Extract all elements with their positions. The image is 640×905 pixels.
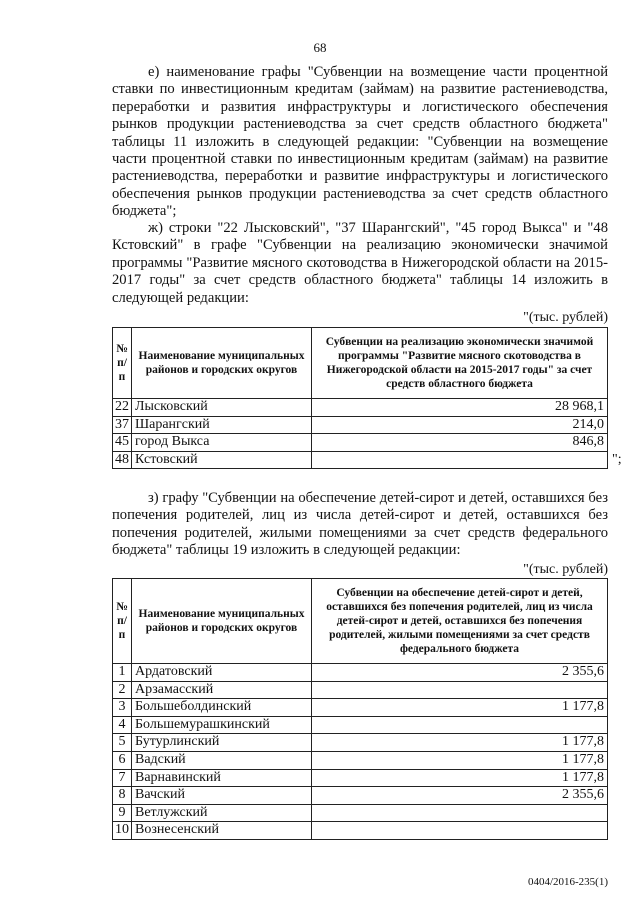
table-row [113, 434, 608, 452]
table-row [113, 822, 608, 840]
table14-closing-quote: "; [612, 452, 622, 467]
table-14 [112, 327, 608, 469]
row-num: 6 [113, 751, 132, 769]
table-row [113, 664, 608, 682]
paragraph-zh: ж) строки "22 Лысковский", "37 Шарангский", "45 город Выкса" и "48 Кстовский" в графе "Субвенции на реализацию экономически значимой программы "Развитие мясного скотоводства в Нижегородской области на 2015-2017 годы" за счет средств областного бюджета" таблицы 14 изложить в следующей редакции: [112, 220, 608, 306]
row-value [312, 716, 608, 734]
document-code: 0404/2016-235(1) [527, 876, 608, 888]
table19-header-value: Субвенции на обеспечение детей-сирот и детей, оставшихся без попечения родителей, лиц из числа детей-сирот и детей, оставшихся без попечения родителей, жилыми помещениями за счет средств федерального бюджета [312, 579, 608, 664]
row-name: Варнавинский [132, 769, 312, 787]
table-row [113, 751, 608, 769]
row-num: 1 [113, 664, 132, 682]
table14-header-name: Наименование муниципальных районов и городских округов [132, 328, 312, 399]
row-num: 5 [113, 734, 132, 752]
row-value: 2 355,6 [312, 787, 608, 805]
row-num: 37 [113, 416, 132, 434]
row-num: 9 [113, 804, 132, 822]
row-num: 10 [113, 822, 132, 840]
table19-header-row [113, 579, 608, 664]
row-num: 7 [113, 769, 132, 787]
row-name: Большеболдинский [132, 699, 312, 717]
table-row [113, 699, 608, 717]
table-row [113, 399, 608, 417]
row-num: 4 [113, 716, 132, 734]
table-row [113, 681, 608, 699]
row-value [312, 451, 608, 469]
table14-header-row [113, 328, 608, 399]
row-name: Большемурашкинский [132, 716, 312, 734]
paragraph-e: е) наименование графы "Субвенции на возмещение части процентной ставки по инвестиционным кредитам (займам) на развитие растениеводства, переработки и развития инфраструктуры и логистического обеспечения рынков продукции растениеводства за счет средств областного бюджета" таблицы 11 изложить в следующей редакции: "Субвенции на возмещение части процентной ставки по инвестиционным кредитам (займам) на развитие растениеводства, переработки и развитие инфраструктуры и логистического обеспечения рынков продукции растениеводства за счет средств областного бюджета"; [112, 64, 608, 220]
row-value [312, 822, 608, 840]
row-name: Кстовский [132, 451, 312, 469]
table-row [113, 416, 608, 434]
row-num: 2 [113, 681, 132, 699]
row-value: 214,0 [312, 416, 608, 434]
table14-unit-label: "(тыс. рублей) [523, 310, 608, 325]
row-num: 8 [113, 787, 132, 805]
table19-unit-label: "(тыс. рублей) [523, 562, 608, 577]
table19-header-num: № п/п [113, 579, 132, 664]
table-row [113, 734, 608, 752]
row-num: 22 [113, 399, 132, 417]
row-value [312, 681, 608, 699]
row-name: Ветлужский [132, 804, 312, 822]
row-value: 1 177,8 [312, 734, 608, 752]
table-19 [112, 578, 608, 840]
row-value: 2 355,6 [312, 664, 608, 682]
row-value [312, 804, 608, 822]
table14-header-num: № п/п [113, 328, 132, 399]
table-row [113, 716, 608, 734]
row-num: 3 [113, 699, 132, 717]
table-row [113, 451, 608, 469]
page-number: 68 [313, 40, 327, 55]
table14-header-value: Субвенции на реализацию экономически значимой программы "Развитие мясного скотоводства в Нижегородской области на 2015-2017 годы" за счет средств областного бюджета [312, 328, 608, 399]
table-row [113, 769, 608, 787]
row-num: 45 [113, 434, 132, 452]
row-value: 1 177,8 [312, 699, 608, 717]
row-name: Вознесенский [132, 822, 312, 840]
row-name: Бутурлинский [132, 734, 312, 752]
table-row [113, 787, 608, 805]
row-name: Вачский [132, 787, 312, 805]
paragraph-z: з) графу "Субвенции на обеспечение детей-сирот и детей, оставшихся без попечения родителей, лиц из числа детей-сирот и детей, оставшихся без попечения родителей, жилыми помещениями за счет средств федерального бюджета" таблицы 19 изложить в следующей редакции: [112, 490, 608, 559]
row-value: 1 177,8 [312, 751, 608, 769]
row-value: 1 177,8 [312, 769, 608, 787]
row-name: Арзамасский [132, 681, 312, 699]
row-name: Ардатовский [132, 664, 312, 682]
row-name: Шарангский [132, 416, 312, 434]
row-name: Лысковский [132, 399, 312, 417]
row-num: 48 [113, 451, 132, 469]
row-name: город Выкса [132, 434, 312, 452]
table19-header-name: Наименование муниципальных районов и городских округов [132, 579, 312, 664]
row-value: 28 968,1 [312, 399, 608, 417]
row-value: 846,8 [312, 434, 608, 452]
row-name: Вадский [132, 751, 312, 769]
table-row [113, 804, 608, 822]
